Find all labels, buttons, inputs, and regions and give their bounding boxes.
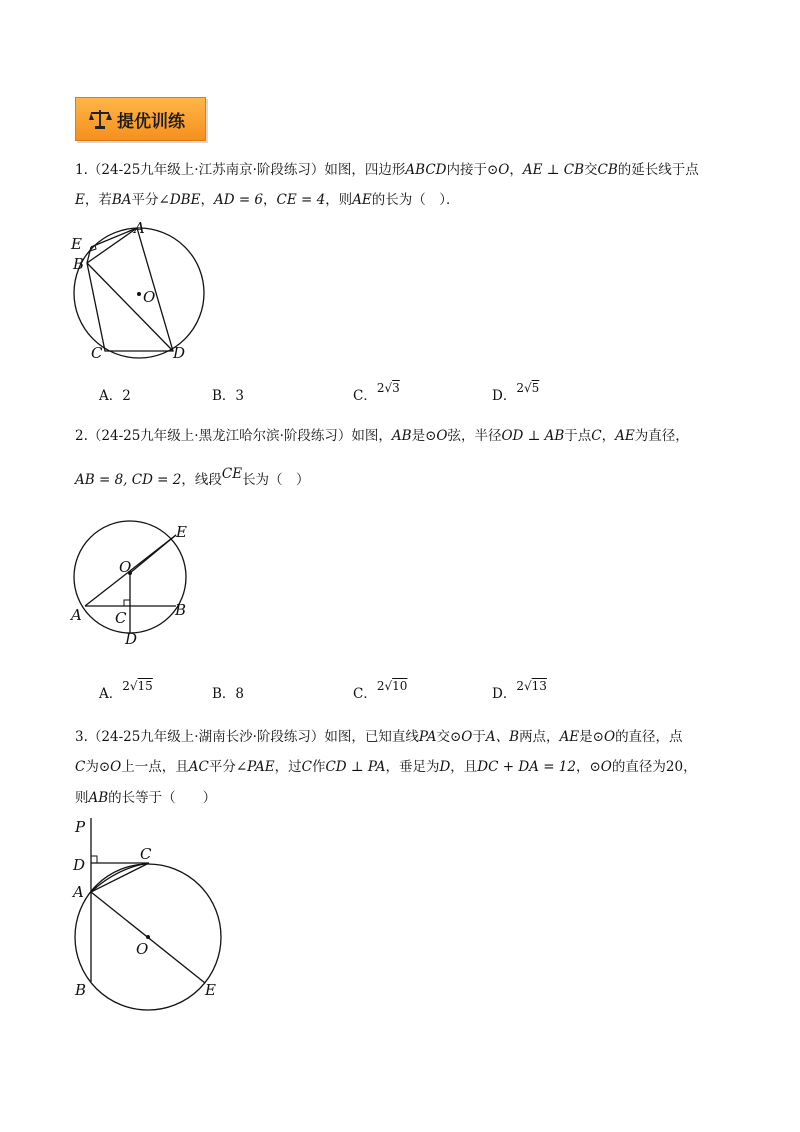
q2-option-b[interactable]: B．8 [212,686,245,702]
scale-icon [88,108,112,130]
q1-option-a[interactable]: A．2 [99,388,131,404]
q2-label-c: C [115,609,127,627]
q1-label-c: C [91,344,103,362]
q2-option-a[interactable]: A．2√15 [99,679,153,702]
q3-label-p: P [75,818,86,836]
q1-line1: 1.（24-25九年级上·江苏南京·阶段练习）如图，四边形ABCD内接于⊙O，AE ⊥ CB交CB的延长线于点 [75,162,699,178]
q1-line2: E，若BA平分∠DBE，AD = 6，CE = 4，则AE的长为（ ）． [75,192,460,208]
q3-label-d: D [73,856,86,874]
q2-option-d[interactable]: D．2√13 [492,679,547,702]
q3-label-b: B [75,981,87,999]
q2-line1: 2.（24-25九年级上·黑龙江哈尔滨·阶段练习）如图，AB是⊙O弦，半径OD ⊥ AB于点C，AE为直径， [75,428,689,444]
section-badge [75,97,206,141]
q3-figure [65,810,235,1020]
q3-label-e: E [205,981,216,999]
q2-label-e: E [176,523,187,541]
q1-option-b[interactable]: B．3 [212,388,245,404]
q1-option-d[interactable]: D．2√5 [492,381,540,404]
q3-label-o: O [136,940,149,958]
q3-line1: 3.（24-25九年级上·湖南长沙·阶段练习）如图，已知直线PA交⊙O于A、B两点，AE是⊙O的直径，点 [75,729,683,745]
q2-label-o: O [119,558,132,576]
q3-label-c: C [140,845,152,863]
q3-label-a: A [73,883,84,901]
q3-line3: 则AB的长等于（ ） [75,790,217,806]
q2-label-b: B [175,601,187,619]
q2-option-c[interactable]: C．2√10 [353,679,408,702]
q2-label-a: A [71,606,82,624]
q2-figure [65,515,200,650]
q2-label-d: D [125,630,138,648]
section-title: 提优训练 [117,111,185,132]
q1-label-d: D [173,344,186,362]
q1-label-o: O [143,288,156,306]
q1-label-e: E [71,235,82,253]
q1-label-a: A [134,219,145,237]
q1-option-c[interactable]: C．2√3 [353,381,400,404]
q1-figure [65,218,220,368]
q2-line2: AB = 8, CD = 2，线段CE长为（ ） [75,466,310,488]
q1-label-b: B [73,255,85,273]
q3-line2: C为⊙O上一点，且AC平分∠PAE，过C作CD ⊥ PA，垂足为D，且DC + DA = 12，⊙O的直径为20， [75,759,697,775]
